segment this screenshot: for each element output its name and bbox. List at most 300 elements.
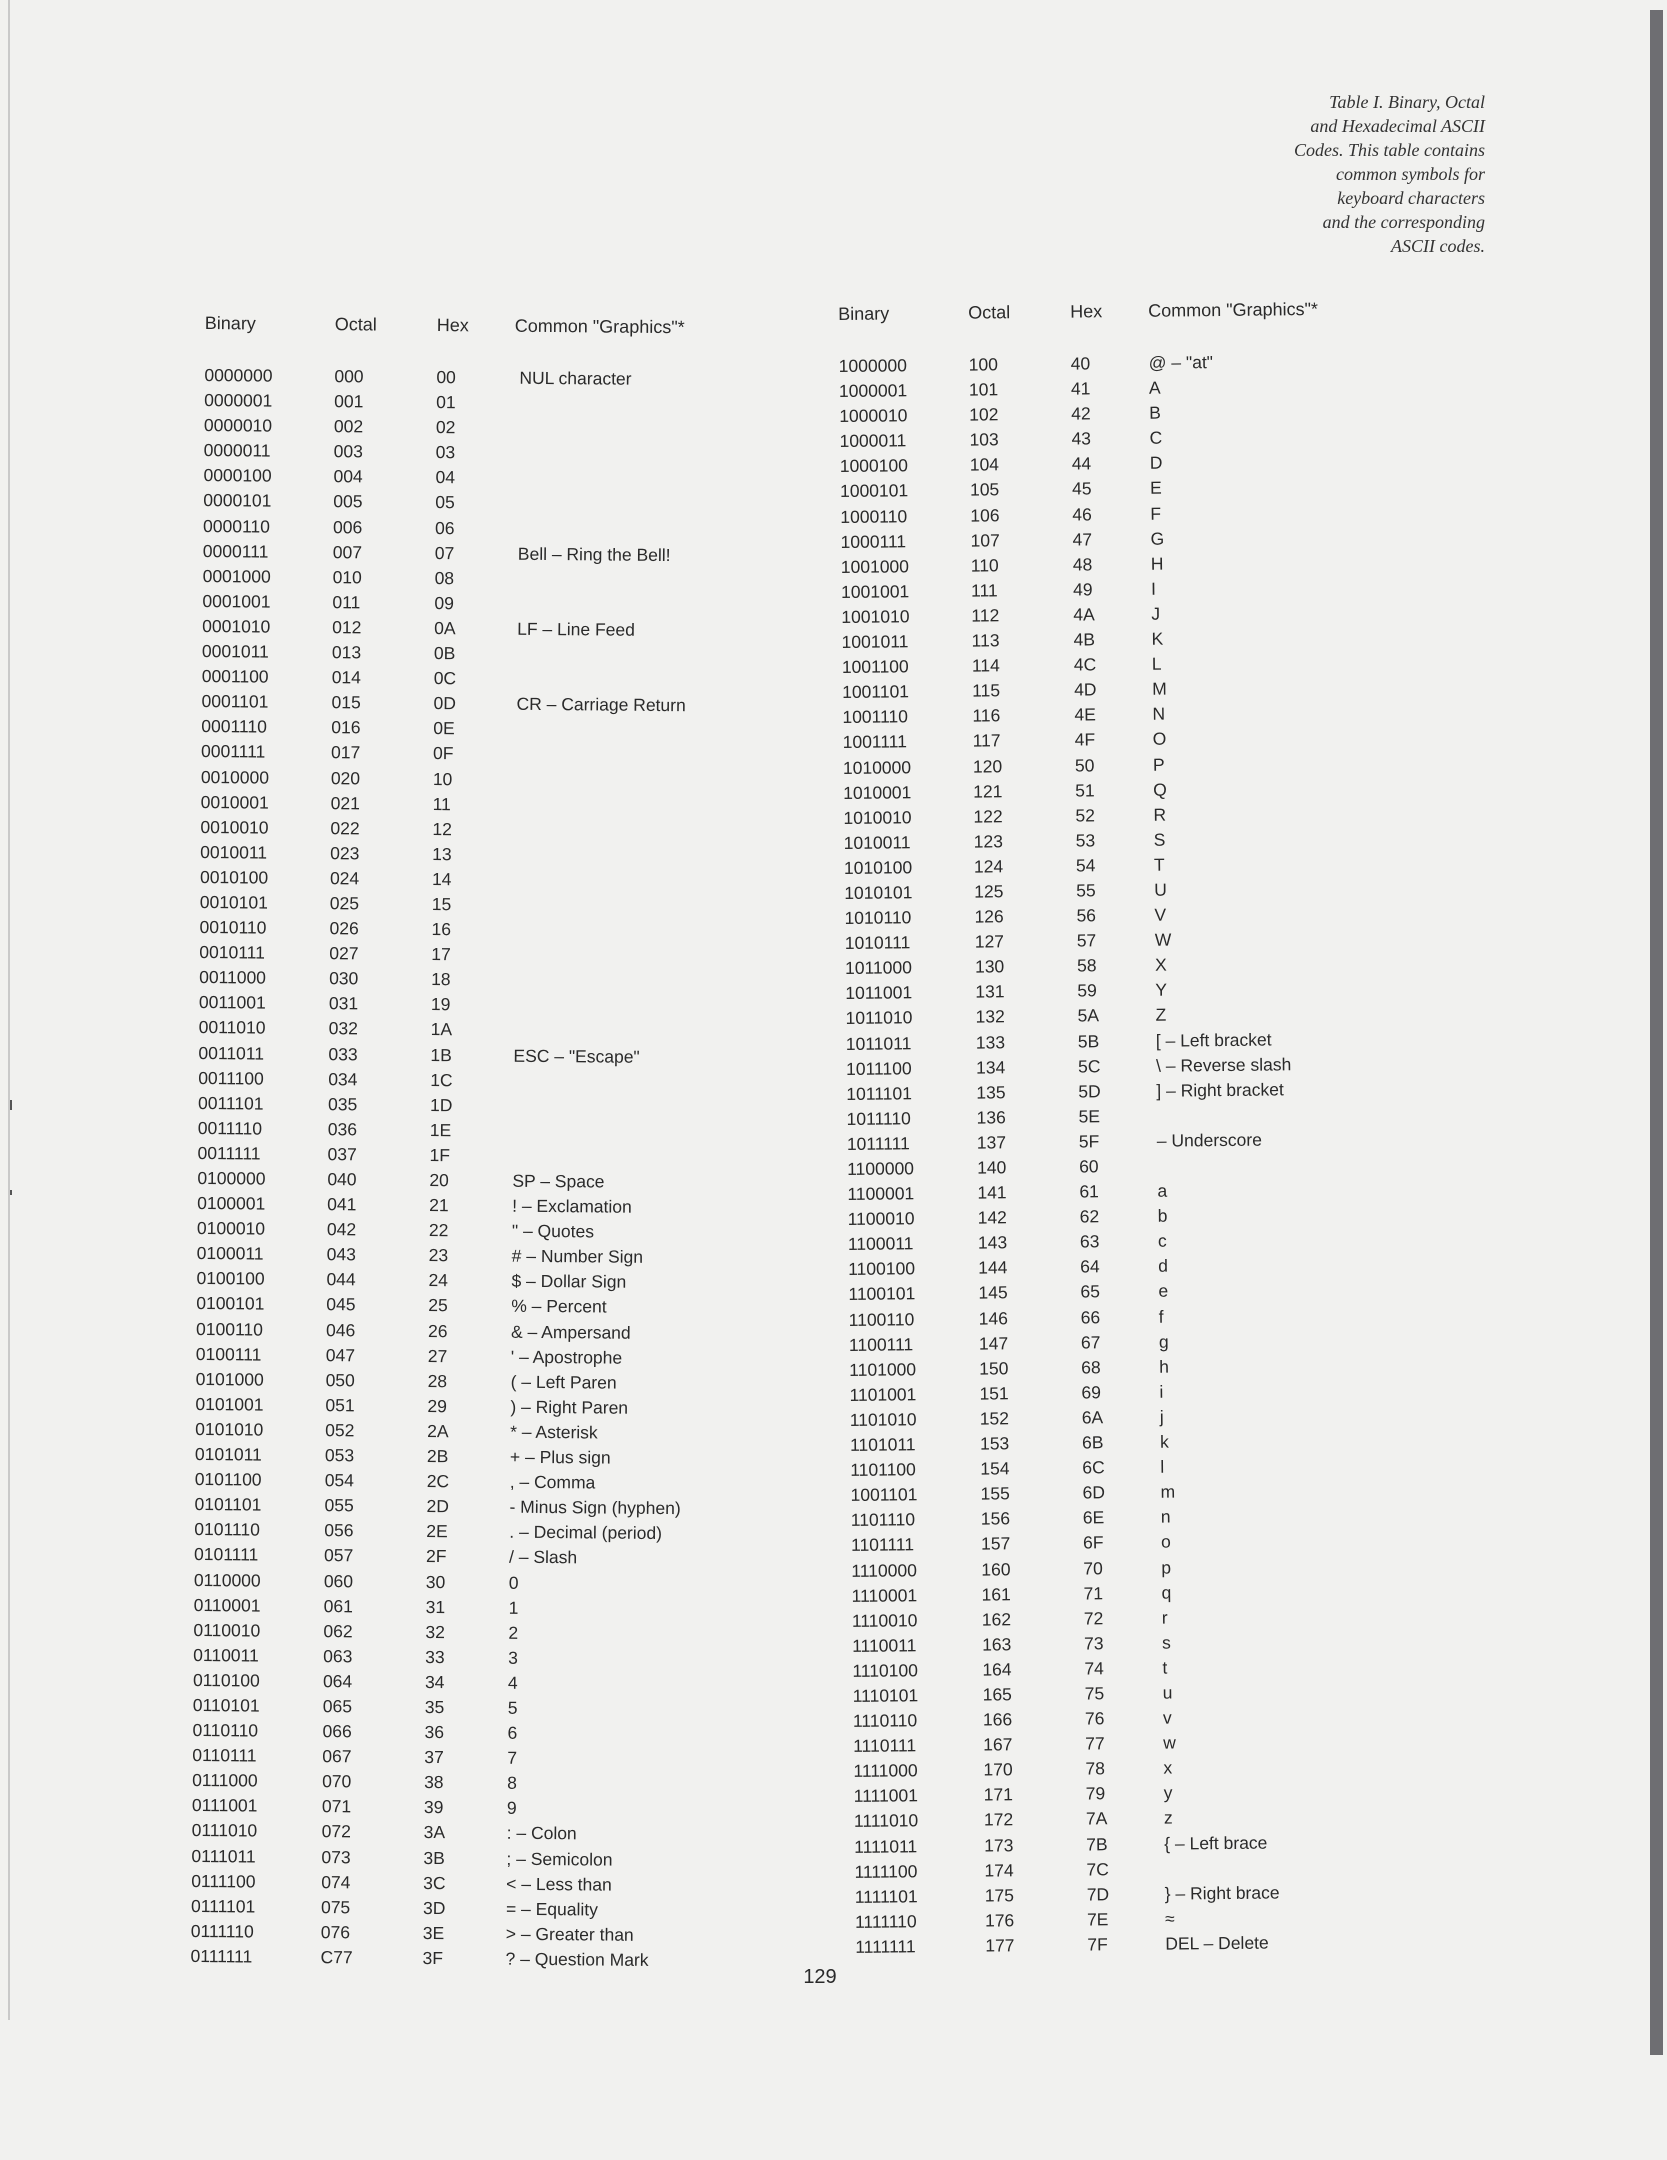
hex-cell: 08 (434, 567, 455, 588)
margin-mark (10, 1190, 12, 1195)
octal-cell: 145 (978, 1282, 1008, 1304)
binary-cell: 1100010 (847, 1208, 915, 1230)
hex-cell: 51 (1075, 779, 1095, 801)
octal-cell: 064 (322, 1670, 353, 1692)
graphics-cell: , – Comma (509, 1471, 596, 1493)
binary-cell: 1100101 (848, 1283, 916, 1305)
graphics-cell: I (1150, 578, 1157, 599)
graphics-cell: f (1158, 1306, 1164, 1327)
graphics-cell (514, 995, 874, 998)
graphics-cell (516, 719, 876, 722)
hex-cell: 2C (426, 1471, 450, 1492)
hex-cell: 2D (426, 1496, 449, 1517)
binary-cell: 0011011 (198, 1042, 265, 1064)
hex-cell: 3A (423, 1822, 446, 1843)
hex-cell: 23 (428, 1245, 449, 1266)
hex-cell: 07 (434, 542, 455, 563)
octal-cell: 117 (972, 730, 1001, 752)
hex-cell: 71 (1083, 1582, 1104, 1604)
octal-cell: 123 (973, 831, 1004, 852)
graphics-cell (514, 970, 874, 973)
binary-cell: 1010100 (843, 857, 913, 878)
binary-cell: 0100101 (196, 1293, 265, 1315)
binary-cell: 1101011 (849, 1434, 916, 1455)
hex-cell: 38 (424, 1772, 444, 1793)
hex-cell: 50 (1074, 754, 1095, 776)
hex-cell: 16 (431, 919, 452, 940)
header-octal: Octal (334, 314, 377, 335)
hex-cell: 2F (426, 1546, 447, 1567)
octal-cell: 121 (973, 780, 1003, 802)
graphics-cell (519, 418, 879, 421)
hex-cell: 74 (1084, 1658, 1104, 1679)
graphics-cell: k (1159, 1431, 1169, 1452)
hex-cell: 00 (436, 367, 456, 388)
graphics-cell: ≈ (1164, 1908, 1175, 1929)
octal-cell: 143 (977, 1232, 1008, 1253)
hex-cell: 69 (1081, 1382, 1102, 1403)
hex-cell: 62 (1079, 1206, 1100, 1227)
binary-cell: 0010011 (200, 841, 268, 863)
octal-cell: 023 (330, 842, 360, 864)
hex-cell: 47 (1072, 529, 1093, 550)
graphics-cell: ! – Exclamation (512, 1195, 632, 1217)
graphics-cell: SP – Space (512, 1170, 605, 1192)
octal-cell: 172 (983, 1809, 1014, 1830)
binary-cell: 0011111 (197, 1142, 261, 1164)
octal-cell: 176 (984, 1910, 1015, 1931)
binary-cell: 0001011 (201, 641, 269, 662)
hex-cell: 05 (435, 492, 455, 513)
hex-cell: 06 (434, 517, 455, 538)
hex-cell: 6C (1082, 1457, 1105, 1478)
graphics-cell: c (1157, 1230, 1167, 1251)
octal-cell: 031 (328, 993, 359, 1014)
octal-cell: 032 (328, 1018, 358, 1039)
binary-cell: 1010000 (842, 756, 912, 778)
graphics-cell: U (1154, 879, 1167, 900)
hex-cell: 56 (1076, 905, 1097, 926)
graphics-cell (514, 945, 874, 948)
graphics-cell (1156, 1102, 1516, 1106)
binary-cell: 0111010 (191, 1820, 258, 1841)
hex-cell: 39 (423, 1797, 444, 1818)
octal-cell: 002 (333, 416, 364, 437)
octal-cell: 033 (328, 1043, 358, 1064)
graphics-cell: ESC – "Escape" (513, 1045, 640, 1067)
binary-cell: 0100110 (195, 1318, 263, 1340)
binary-cell: 0001000 (202, 565, 271, 587)
binary-cell: 0010110 (199, 917, 267, 938)
octal-cell: 020 (330, 767, 361, 788)
octal-cell: 061 (323, 1595, 353, 1616)
binary-cell: 1001101 (842, 681, 910, 703)
hex-cell: 09 (434, 592, 454, 614)
binary-cell: 0101000 (195, 1368, 264, 1390)
octal-cell: 127 (974, 931, 1005, 952)
graphics-cell: 6 (507, 1722, 518, 1743)
graphics-cell: 7 (507, 1747, 518, 1768)
hex-cell: 10 (432, 768, 453, 789)
octal-cell: 170 (983, 1759, 1013, 1780)
binary-cell: 1011001 (845, 982, 913, 1004)
binary-cell: 1010011 (843, 832, 911, 853)
hex-cell: 17 (431, 944, 451, 965)
octal-cell: 012 (332, 617, 362, 638)
graphics-cell: 3 (508, 1647, 519, 1668)
hex-cell: 1B (430, 1044, 452, 1065)
octal-cell: 014 (331, 667, 362, 688)
octal-cell: 010 (332, 566, 362, 588)
octal-cell: 122 (973, 805, 1003, 827)
binary-cell: 1010010 (843, 806, 912, 828)
graphics-cell (516, 794, 876, 797)
hex-cell: 73 (1084, 1633, 1104, 1654)
graphics-cell (516, 819, 876, 822)
octal-cell: 071 (321, 1796, 352, 1817)
hex-cell: 32 (425, 1621, 445, 1642)
octal-cell: 105 (969, 479, 1000, 501)
graphics-cell: X (1154, 954, 1167, 975)
graphics-cell: $ – Dollar Sign (511, 1271, 627, 1293)
graphics-cell: L (1151, 653, 1162, 674)
octal-cell: 016 (331, 717, 361, 738)
hex-cell: 37 (424, 1747, 444, 1768)
graphics-cell: g (1158, 1331, 1169, 1352)
graphics-cell: & – Ampersand (510, 1321, 631, 1343)
graphics-cell: p (1161, 1557, 1172, 1578)
hex-cell: 22 (428, 1220, 449, 1241)
graphics-cell: P (1152, 754, 1165, 775)
binary-cell: 0110110 (192, 1720, 259, 1741)
octal-cell: 130 (974, 956, 1005, 977)
octal-cell: 135 (976, 1082, 1006, 1103)
octal-cell: 155 (980, 1483, 1010, 1504)
graphics-cell: J (1151, 603, 1161, 624)
octal-cell: 042 (326, 1219, 357, 1240)
graphics-cell (517, 644, 877, 647)
binary-cell: 1000101 (839, 480, 909, 502)
binary-cell: 0110101 (192, 1694, 260, 1716)
octal-cell: 057 (324, 1545, 354, 1566)
hex-cell: 11 (432, 793, 451, 814)
hex-cell: 72 (1083, 1607, 1104, 1629)
header-binary: Binary (204, 312, 256, 334)
graphics-cell: : – Colon (506, 1823, 577, 1844)
binary-cell: 1011111 (846, 1133, 910, 1154)
binary-cell: 0100001 (197, 1193, 266, 1214)
graphics-cell: 5 (507, 1697, 518, 1718)
graphics-cell: ; – Semicolon (506, 1848, 613, 1870)
graphics-cell: y (1163, 1782, 1173, 1804)
hex-cell: 04 (435, 467, 456, 488)
graphics-cell: – Underscore (1156, 1129, 1263, 1151)
graphics-cell: C (1149, 427, 1163, 449)
binary-cell: 1000011 (839, 430, 907, 452)
binary-cell: 1001010 (841, 606, 910, 627)
graphics-cell (515, 845, 875, 848)
binary-cell: 1001001 (840, 581, 910, 602)
binary-cell: 0010010 (200, 816, 269, 838)
caption-line: keyboard characters (1337, 188, 1485, 208)
binary-cell: 1110011 (852, 1635, 917, 1656)
binary-cell: 0100011 (196, 1243, 264, 1264)
hex-cell: 77 (1085, 1733, 1105, 1754)
binary-cell: 1110001 (851, 1584, 918, 1606)
binary-cell: 0111011 (191, 1845, 256, 1867)
left-page-edge (8, 0, 10, 2020)
graphics-cell: t (1162, 1657, 1168, 1678)
hex-cell: 60 (1079, 1156, 1099, 1177)
binary-cell: 1010101 (844, 882, 913, 903)
binary-cell: 0101110 (194, 1519, 260, 1540)
octal-cell: 153 (979, 1433, 1010, 1454)
octal-cell: 101 (968, 379, 999, 400)
octal-cell: 070 (322, 1771, 352, 1792)
binary-cell: 0111111 (190, 1945, 253, 1967)
hex-cell: 29 (427, 1395, 447, 1416)
graphics-cell: l (1160, 1456, 1165, 1477)
hex-cell: 1C (430, 1069, 453, 1090)
graphics-cell: G (1150, 528, 1165, 549)
binary-cell: 1100000 (847, 1158, 915, 1179)
binary-cell: 0101011 (194, 1443, 262, 1465)
graphics-cell (515, 870, 875, 873)
graphics-cell: ' – Apostrophe (510, 1346, 623, 1368)
octal-cell: 134 (975, 1056, 1006, 1078)
octal-cell: 041 (327, 1194, 357, 1215)
hex-cell: 68 (1081, 1357, 1101, 1378)
octal-cell: 166 (982, 1709, 1013, 1730)
binary-cell: 0001111 (201, 741, 266, 762)
octal-cell: 066 (322, 1721, 352, 1742)
graphics-cell (519, 443, 879, 446)
hex-cell: 34 (424, 1671, 445, 1693)
binary-cell: 0011100 (198, 1067, 264, 1089)
binary-cell: 0101100 (194, 1469, 262, 1490)
binary-cell: 1000111 (840, 530, 907, 552)
graphics-cell: 1 (508, 1597, 519, 1618)
binary-cell: 0011001 (198, 992, 266, 1013)
octal-cell: 107 (970, 529, 1000, 551)
hex-cell: 15 (431, 893, 452, 915)
octal-cell: 022 (330, 817, 360, 839)
graphics-cell: H (1150, 553, 1164, 574)
header-graphics: Common "Graphics"* (1148, 298, 1319, 321)
hex-cell: 0E (433, 718, 455, 739)
octal-cell: 156 (980, 1508, 1011, 1529)
hex-cell: 7C (1086, 1858, 1109, 1880)
octal-cell: 013 (331, 642, 362, 663)
graphics-cell: # – Number Sign (511, 1245, 644, 1268)
graphics-cell: 8 (507, 1772, 517, 1794)
octal-cell: 151 (979, 1383, 1009, 1404)
octal-cell: 100 (968, 354, 999, 375)
binary-cell: 0011101 (197, 1092, 264, 1114)
octal-cell: 140 (977, 1157, 1007, 1178)
graphics-cell: E (1149, 478, 1162, 499)
hex-cell: 31 (425, 1596, 446, 1617)
hex-cell: 5B (1077, 1030, 1100, 1052)
octal-cell: 054 (324, 1470, 355, 1491)
caption-line: and the corresponding (1322, 212, 1485, 232)
hex-cell: 02 (435, 417, 456, 438)
hex-cell: 5D (1078, 1081, 1101, 1102)
graphics-cell: 4 (507, 1672, 518, 1693)
hex-cell: 7E (1086, 1909, 1109, 1930)
graphics-cell: CR – Carriage Return (516, 693, 686, 716)
binary-cell: 0000111 (202, 540, 269, 562)
binary-cell: 0010111 (199, 942, 265, 963)
graphics-cell: % – Percent (511, 1296, 607, 1318)
octal-cell: 007 (332, 541, 363, 563)
hex-cell: 0F (433, 743, 454, 764)
octal-cell: 062 (323, 1620, 353, 1642)
hex-cell: 7D (1086, 1883, 1110, 1905)
graphics-cell: LF – Line Feed (517, 618, 635, 640)
octal-cell: 104 (969, 454, 1000, 476)
hex-cell: 25 (428, 1295, 448, 1316)
binary-cell: 0111000 (192, 1770, 258, 1791)
graphics-cell: d (1158, 1255, 1169, 1277)
graphics-cell: / – Slash (508, 1547, 578, 1568)
octal-cell: 044 (326, 1269, 356, 1290)
hex-cell: 0B (433, 643, 456, 664)
octal-cell: 111 (970, 580, 998, 601)
page-number: 129 (803, 1966, 837, 1988)
octal-cell: 000 (334, 366, 364, 387)
hex-cell: 3C (423, 1872, 446, 1893)
octal-cell: 157 (980, 1533, 1011, 1554)
binary-cell: 1010001 (843, 781, 912, 803)
octal-cell: 161 (981, 1583, 1011, 1605)
binary-cell: 1011000 (844, 957, 912, 979)
octal-cell: 141 (977, 1182, 1007, 1203)
graphics-cell (519, 468, 879, 471)
hex-cell: 75 (1084, 1683, 1105, 1704)
hex-cell: 5C (1077, 1055, 1101, 1077)
octal-cell: 175 (984, 1884, 1015, 1906)
hex-cell: 57 (1076, 930, 1097, 951)
graphics-cell: r (1161, 1607, 1168, 1628)
hex-cell: 6A (1081, 1407, 1104, 1428)
octal-cell: 006 (332, 516, 363, 537)
graphics-cell: N (1152, 703, 1166, 725)
hex-cell: 6D (1082, 1482, 1106, 1503)
octal-cell: 125 (974, 881, 1004, 902)
binary-cell: 1111011 (854, 1835, 918, 1857)
hex-cell: 1E (429, 1119, 452, 1140)
octal-cell: C77 (320, 1946, 353, 1968)
graphics-cell: z (1163, 1808, 1173, 1829)
graphics-cell: h (1159, 1356, 1170, 1377)
hex-cell: 59 (1077, 980, 1097, 1001)
table-caption (1185, 90, 1485, 258)
table-left-column (190, 305, 686, 1971)
binary-cell: 1011100 (845, 1057, 912, 1079)
hex-cell: 54 (1075, 855, 1096, 876)
hex-cell: 53 (1075, 830, 1096, 851)
octal-cell: 152 (979, 1408, 1010, 1429)
binary-cell: 0000001 (204, 390, 273, 411)
octal-cell: 015 (331, 692, 361, 713)
octal-cell: 131 (975, 981, 1005, 1002)
octal-cell: 133 (975, 1031, 1006, 1053)
octal-cell: 124 (973, 856, 1004, 877)
graphics-cell: ( – Left Paren (510, 1371, 617, 1393)
hex-cell: 0D (433, 693, 456, 714)
graphics-cell: O (1152, 728, 1167, 750)
octal-cell: 162 (981, 1608, 1012, 1630)
binary-cell: 1110111 (853, 1735, 917, 1757)
binary-cell: 1001100 (841, 656, 909, 678)
binary-cell: 1111001 (853, 1785, 919, 1807)
graphics-cell: F (1150, 503, 1162, 524)
hex-cell: 6F (1082, 1532, 1104, 1553)
graphics-cell (519, 393, 879, 396)
graphics-cell: Y (1155, 979, 1168, 1001)
hex-cell: 4F (1074, 729, 1096, 750)
hex-cell: 79 (1085, 1783, 1106, 1804)
octal-cell: 036 (327, 1118, 358, 1140)
graphics-cell (513, 1095, 873, 1098)
hex-cell: 0A (434, 617, 456, 639)
binary-cell: 1100011 (847, 1233, 914, 1255)
binary-cell: 0001100 (201, 666, 269, 687)
graphics-cell: W (1154, 929, 1172, 950)
octal-cell: 114 (971, 655, 1000, 676)
graphics-cell (518, 493, 878, 496)
binary-cell: 0011110 (197, 1117, 263, 1139)
hex-cell: 5A (1077, 1005, 1100, 1026)
header-graphics: Common "Graphics"* (514, 315, 685, 338)
graphics-cell: D (1149, 452, 1163, 474)
octal-cell: 073 (321, 1846, 351, 1867)
hex-cell: 7B (1086, 1833, 1108, 1855)
binary-cell: 0000110 (202, 515, 271, 537)
graphics-cell: w (1163, 1732, 1176, 1753)
octal-cell: 106 (970, 504, 1000, 526)
binary-cell: 1001101 (850, 1484, 918, 1506)
hex-cell: 1F (429, 1144, 451, 1166)
hex-cell: 42 (1071, 403, 1091, 424)
graphics-cell: { – Left brace (1164, 1832, 1268, 1854)
octal-cell: 043 (326, 1244, 357, 1265)
binary-cell: 0000000 (204, 364, 273, 386)
binary-cell: 1111110 (854, 1911, 917, 1932)
binary-cell: 0101001 (195, 1393, 264, 1415)
hex-cell: 65 (1080, 1281, 1101, 1302)
binary-cell: 0110001 (193, 1594, 261, 1616)
hex-cell: 01 (436, 392, 456, 413)
binary-cell: 0001110 (201, 716, 267, 737)
hex-cell: 7F (1087, 1934, 1108, 1955)
binary-cell: 0001101 (201, 691, 269, 712)
graphics-cell: - Minus Sign (hyphen) (509, 1496, 681, 1519)
binary-cell: 0100100 (196, 1268, 265, 1289)
octal-cell: 046 (325, 1319, 356, 1340)
octal-cell: 142 (977, 1207, 1007, 1228)
graphics-cell: q (1161, 1582, 1172, 1603)
hex-cell: 0C (433, 668, 457, 689)
header-octal: Octal (968, 302, 1011, 323)
hex-cell: 78 (1085, 1758, 1106, 1779)
octal-cell: 005 (333, 491, 363, 512)
binary-cell: 1101100 (850, 1459, 916, 1481)
hex-cell: 55 (1076, 880, 1096, 901)
graphics-cell: v (1162, 1707, 1172, 1728)
hex-cell: 4B (1073, 629, 1096, 650)
